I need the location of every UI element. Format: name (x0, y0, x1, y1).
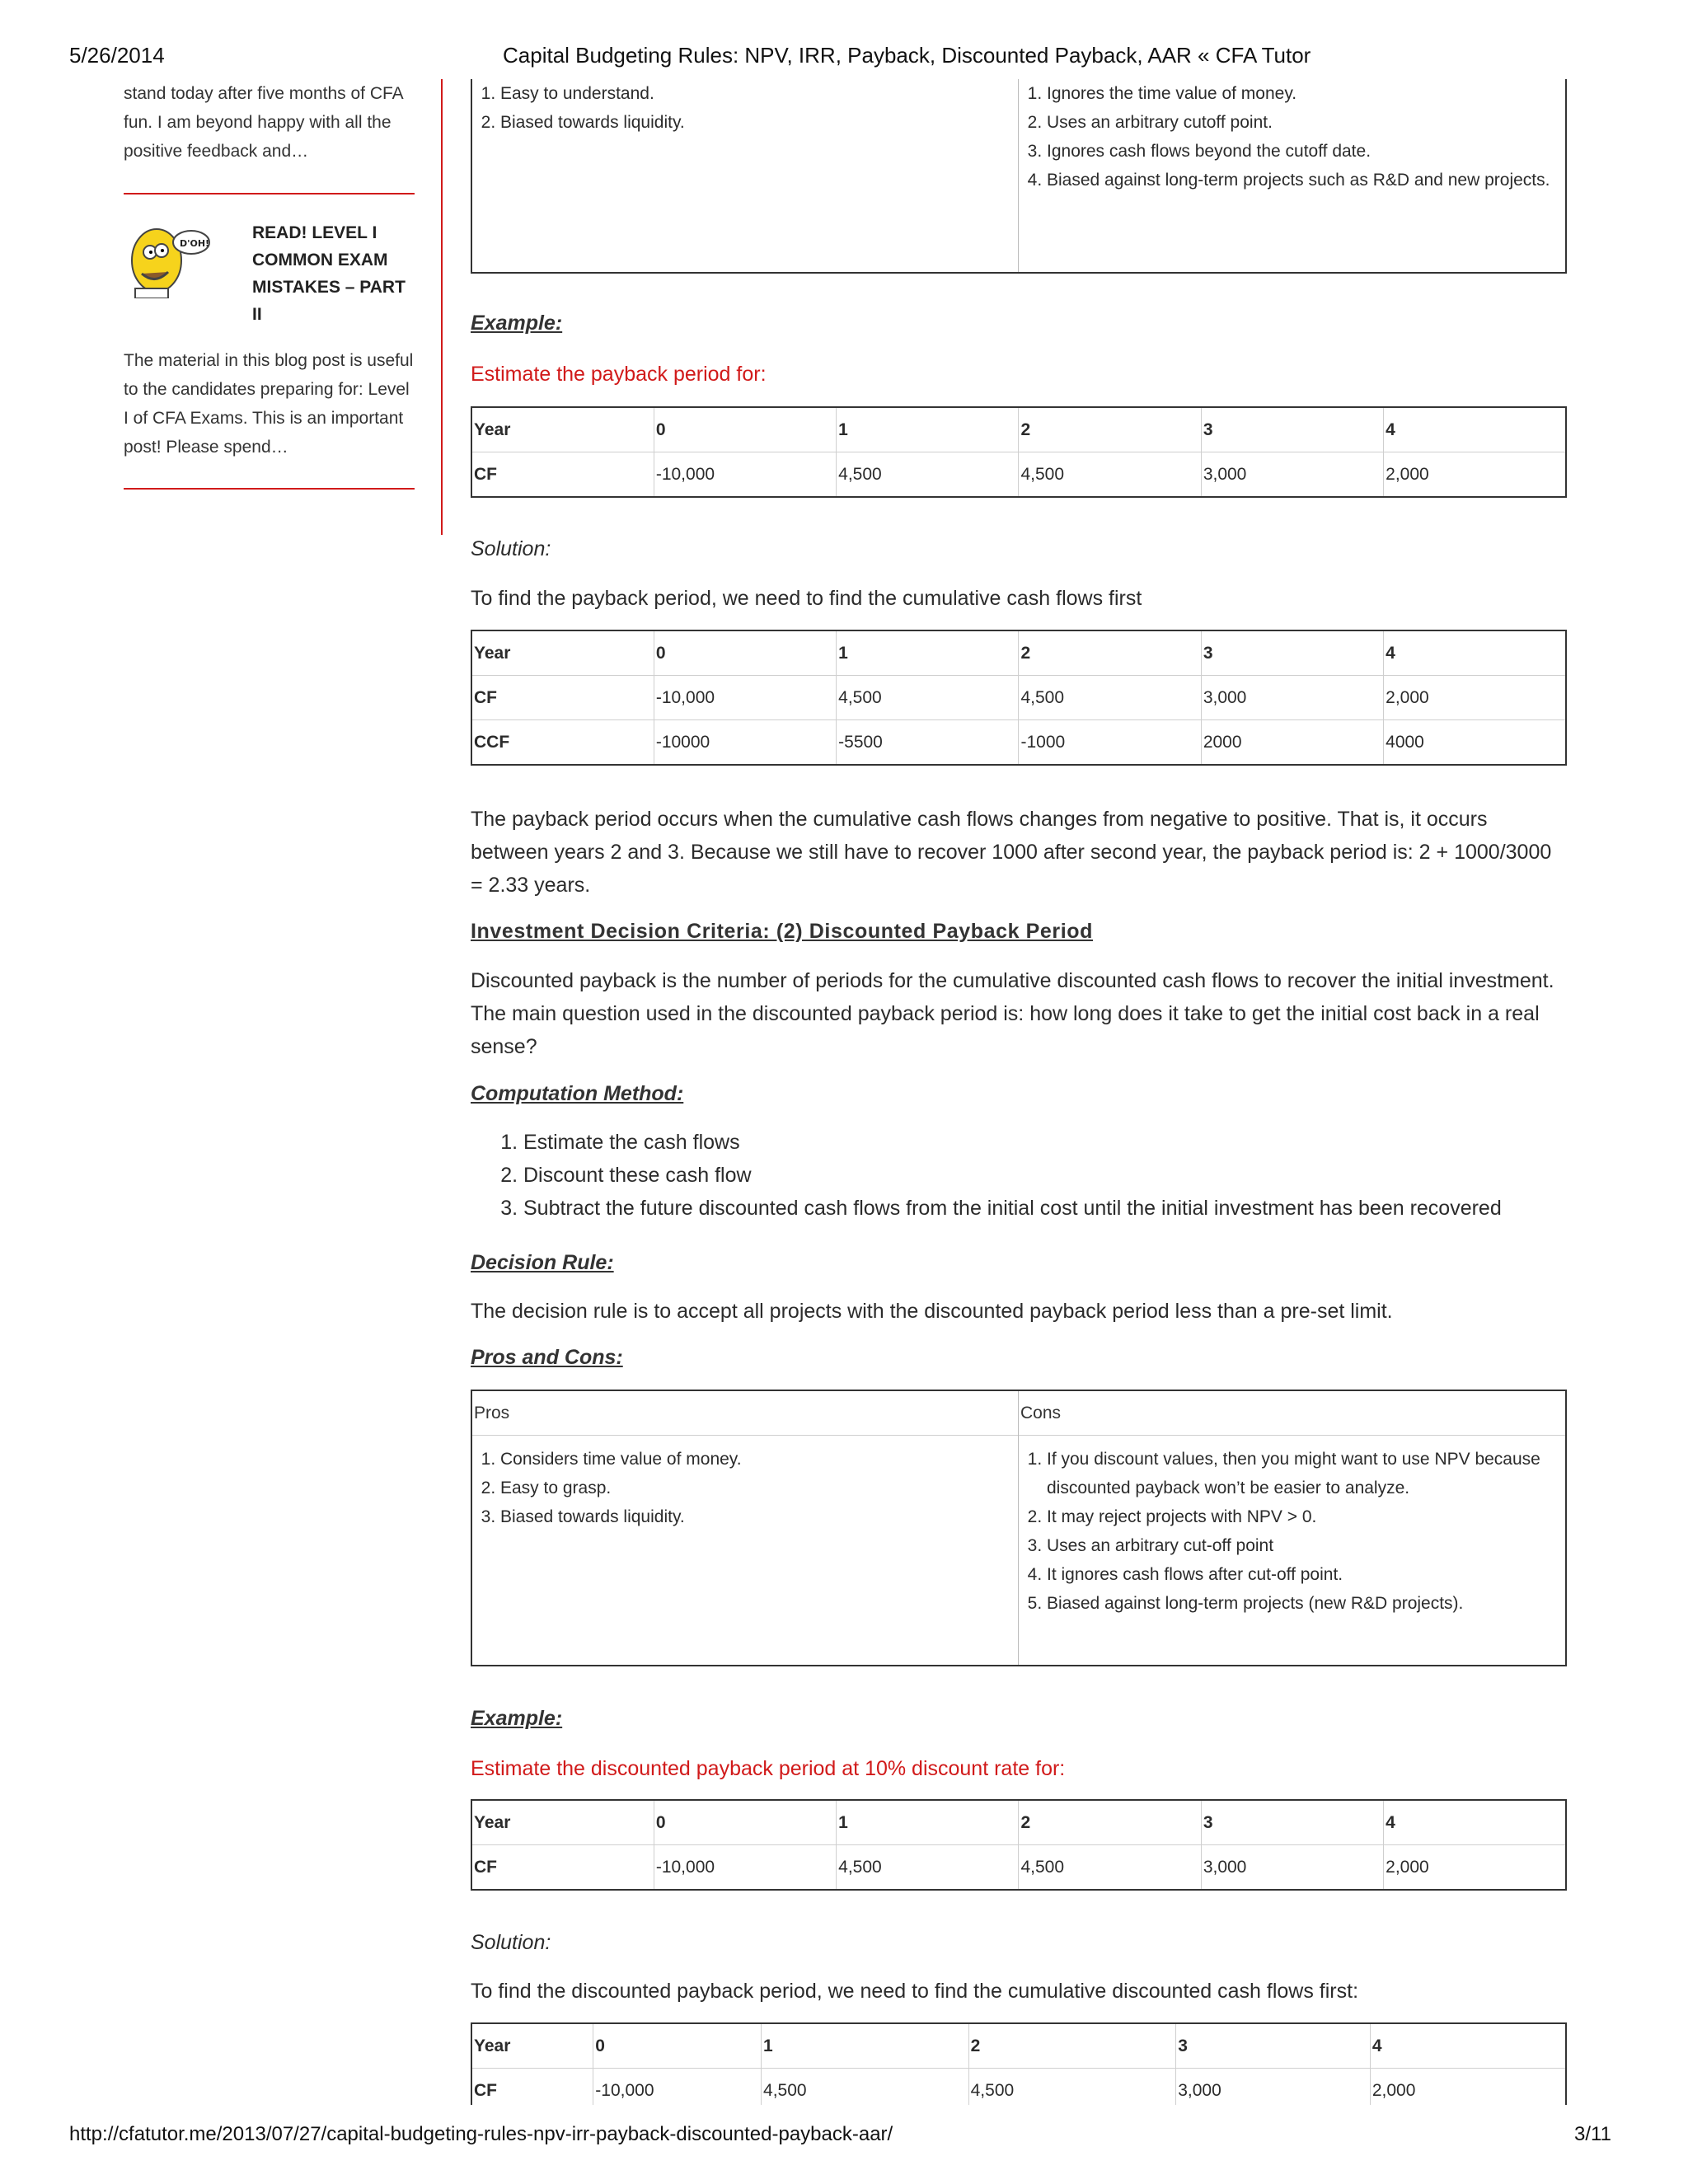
method-heading: Computation Method: (471, 1082, 684, 1105)
payback-cons-list (1019, 79, 1565, 194)
list-item: 2. Discount these cash flow (523, 1159, 1567, 1192)
table-cell: -10,000 (654, 1845, 836, 1891)
example1-conclusion: The payback period occurs when the cumulative cash flows changes from negative to positive. That is, it occurs between years 2 and 3. Because we still have to recover 1000 after second year, the payback period is: 2 + 1000/3000 = 2.33 years. (471, 808, 1552, 897)
discounted-cons-list (1019, 1445, 1565, 1618)
table-row (471, 1800, 1566, 1845)
table-cell: 2 (1019, 630, 1201, 676)
list-item: 1. Considers time value of money. (500, 1445, 1018, 1474)
sidebar-excerpt-2: The material in this blog post is useful to the candidates preparing for: Level I of CFA Exams. This is an important post! Please spend… (124, 351, 414, 457)
widget-post-link[interactable]: READ! LEVEL I COMMON EXAM MISTAKES – PART II (252, 223, 406, 324)
table-cell: -10,000 (654, 676, 836, 720)
list-item: 3. Uses an arbitrary cut-off point (1047, 1531, 1540, 1560)
table-row (471, 676, 1566, 720)
table-cell: 0 (654, 407, 836, 452)
example2-heading: Example: (471, 1707, 563, 1730)
table-cell: -10,000 (654, 452, 836, 498)
discounted-pros-col (472, 1391, 1019, 1665)
table-cell: 4,500 (1019, 1845, 1201, 1891)
table-cell: 3,000 (1201, 452, 1383, 498)
example2-solution-table (471, 2022, 1567, 2105)
list-item: 2. It may reject projects with NPV > 0. (1047, 1502, 1540, 1531)
table-cell: 4,500 (837, 1845, 1019, 1891)
page-title: Capital Budgeting Rules: NPV, IRR, Payback, Discounted Payback, AAR « CFA Tutor (503, 43, 1311, 68)
homer-doh-icon[interactable] (125, 219, 213, 298)
sidebar-widget[interactable] (124, 219, 417, 346)
list-item: 3. Biased towards liquidity. (500, 1502, 1018, 1531)
sidebar-excerpt-1: stand today after five months of CFA fun. I am beyond happy with all the positive feedback and… (124, 84, 403, 161)
pros-cons-heading: Pros and Cons: (471, 1346, 623, 1369)
table-row (471, 407, 1566, 452)
table-cell: 0 (593, 2023, 762, 2069)
table-cell: -5500 (837, 720, 1019, 766)
table-cell: CF (471, 452, 654, 498)
example1-solution-text: To find the payback period, we need to find the cumulative cash flows first (471, 587, 1142, 610)
table-cell: 2,000 (1370, 2069, 1566, 2106)
table-row (471, 1845, 1566, 1891)
table-cell: 1 (837, 630, 1019, 676)
table-cell: 0 (654, 630, 836, 676)
table-cell: 1 (837, 1800, 1019, 1845)
list-item: 1. If you discount values, then you might want to use NPV because discounted payback won’t be easier to analyze. (1047, 1445, 1540, 1502)
list-item: 2. Uses an arbitrary cutoff point. (1047, 108, 1565, 137)
sidebar-divider (441, 79, 443, 535)
page-number: 3/11 (1574, 2123, 1611, 2145)
table-cell: 2000 (1201, 720, 1383, 766)
list-item: 3. Subtract the future discounted cash flows from the initial cost until the initial investment has been recovered (523, 1192, 1567, 1225)
example2-solution-label: Solution: (471, 1931, 551, 1954)
example1-table (471, 406, 1567, 498)
rule-text: The decision rule is to accept all projects with the discounted payback period less than a pre-set limit. (471, 1300, 1393, 1323)
list-item: 2. Easy to grasp. (500, 1474, 1018, 1502)
payback-pros-list (472, 79, 1018, 137)
table-cell: -10,000 (593, 2069, 762, 2106)
discounted-pros-list (472, 1445, 1018, 1531)
table-cell: CF (471, 1845, 654, 1891)
example2-solution-text: To find the discounted payback period, we need to find the cumulative discounted cash flows first: (471, 1980, 1359, 2003)
table-cell: 4,500 (1019, 452, 1201, 498)
sidebar-rule-2 (124, 488, 415, 490)
table-cell: -1000 (1019, 720, 1201, 766)
print-date: 5/26/2014 (69, 43, 165, 68)
sidebar-rule (124, 193, 415, 194)
section2-intro: Discounted payback is the number of periods for the cumulative discounted cash flows to recover the initial investment. The main question used in the discounted payback period is: how long does it take to get the initial cost back in a real sense? (471, 969, 1554, 1058)
table-cell: 4,500 (968, 2069, 1176, 2106)
table-cell: 3,000 (1201, 676, 1383, 720)
table-cell: 4 (1384, 1800, 1566, 1845)
table-cell: 4 (1384, 407, 1566, 452)
table-cell: 4000 (1384, 720, 1566, 766)
discounted-cons-col (1019, 1391, 1565, 1665)
table-cell: 4 (1370, 2023, 1566, 2069)
table-cell: 3 (1176, 2023, 1371, 2069)
table-cell: 1 (762, 2023, 969, 2069)
table-cell: 2,000 (1384, 1845, 1566, 1891)
table-cell: 2,000 (1384, 676, 1566, 720)
table-row (471, 2069, 1566, 2106)
example2-prompt: Estimate the discounted payback period at 10% discount rate for: (471, 1757, 1066, 1780)
table-cell: 2 (968, 2023, 1176, 2069)
example2-table (471, 1799, 1567, 1891)
table-cell: CF (471, 2069, 593, 2106)
table-cell: Year (471, 1800, 654, 1845)
example1-solution-table (471, 630, 1567, 766)
table-cell: 3 (1201, 630, 1383, 676)
pros-label: Pros (472, 1391, 1018, 1436)
method-steps (471, 1126, 1567, 1225)
table-cell: -10000 (654, 720, 836, 766)
table-cell: 2 (1019, 407, 1201, 452)
doh-bubble-text: D'OH! (180, 238, 210, 249)
table-cell: 4,500 (1019, 676, 1201, 720)
payback-cons-col (1019, 79, 1565, 272)
list-item: 5. Biased against long-term projects (new R&D projects). (1047, 1589, 1540, 1618)
list-item: 1. Ignores the time value of money. (1047, 79, 1565, 108)
example1-heading: Example: (471, 312, 563, 335)
table-cell: 4,500 (837, 452, 1019, 498)
table-row (471, 452, 1566, 498)
table-row (471, 720, 1566, 766)
cons-label: Cons (1019, 1391, 1565, 1436)
table-cell: 3 (1201, 1800, 1383, 1845)
payback-pros-cons-table (471, 79, 1567, 274)
table-cell: 0 (654, 1800, 836, 1845)
example1-solution-label: Solution: (471, 537, 551, 560)
table-cell: 4 (1384, 630, 1566, 676)
table-cell: CCF (471, 720, 654, 766)
section2-heading: Investment Decision Criteria: (2) Discounted Payback Period (471, 920, 1094, 943)
page-url[interactable]: http://cfatutor.me/2013/07/27/capital-budgeting-rules-npv-irr-payback-discounted-payback-aar/ (69, 2123, 893, 2145)
table-cell: 3 (1201, 407, 1383, 452)
list-item: 4. Biased against long-term projects such as R&D and new projects. (1047, 166, 1565, 194)
list-item: 3. Ignores cash flows beyond the cutoff date. (1047, 137, 1565, 166)
table-cell: Year (471, 2023, 593, 2069)
table-cell: Year (471, 407, 654, 452)
table-cell: 3,000 (1201, 1845, 1383, 1891)
discounted-pros-cons-table (471, 1390, 1567, 1666)
table-cell: 3,000 (1176, 2069, 1371, 2106)
table-cell: 2 (1019, 1800, 1201, 1845)
list-item: 1. Easy to understand. (500, 79, 1018, 108)
example1-prompt: Estimate the payback period for: (471, 363, 767, 386)
list-item: 2. Biased towards liquidity. (500, 108, 1018, 137)
rule-heading: Decision Rule: (471, 1251, 614, 1274)
table-cell: CF (471, 676, 654, 720)
table-cell: 2,000 (1384, 452, 1566, 498)
table-cell: 1 (837, 407, 1019, 452)
list-item: 1. Estimate the cash flows (523, 1126, 1567, 1159)
table-cell: 4,500 (762, 2069, 969, 2106)
table-row (471, 2023, 1566, 2069)
list-item: 4. It ignores cash flows after cut-off point. (1047, 1560, 1540, 1589)
payback-pros-col (472, 79, 1019, 272)
table-cell: Year (471, 630, 654, 676)
table-cell: 4,500 (837, 676, 1019, 720)
table-row (471, 630, 1566, 676)
sidebar (124, 79, 417, 490)
